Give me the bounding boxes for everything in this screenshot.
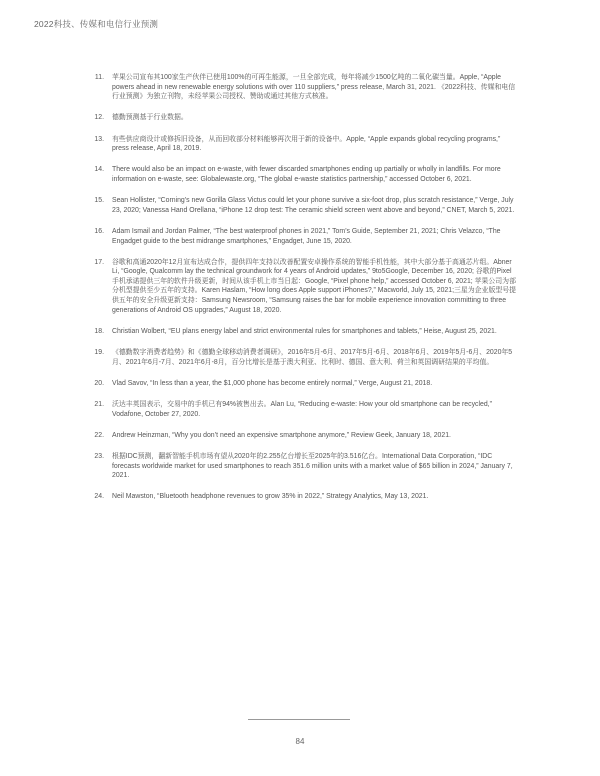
endnote-item bbox=[86, 73, 518, 102]
endnote-number: 19. bbox=[94, 349, 104, 357]
endnote-text: There would also be an impact on e-waste, with fewer discarded smartphones ending up partially or wholly in landfills. For more information on e-waste, see: Globalewaste.org, “The global e-waste statistics partnership,” accessed October 6, 2021. bbox=[112, 166, 501, 183]
endnote-number: 23. bbox=[94, 452, 104, 460]
endnote-text: 苹果公司宣布其100家生产伙伴已使用100%的可再生能源，一旦全部完成，每年将减少1500亿吨的二氧化碳当量。Apple, “Apple powers ahead in new renewable energy solutions with over 110 suppliers,” press release, March 31, 2021. 《2022科技、传媒和电信行业预测》为独立刊物，未经苹果公司授权、赞助或通过其他方式核准。 bbox=[112, 74, 516, 101]
endnote-text: Vlad Savov, “In less than a year, the $1,000 phone has become entirely normal,” Verge, August 21, 2018. bbox=[112, 379, 433, 387]
endnote-number: 14. bbox=[94, 166, 104, 174]
endnote-text: 德勤预测基于行业数据。 bbox=[112, 114, 188, 122]
endnote-number: 13. bbox=[94, 135, 104, 143]
running-header: 2022科技、传媒和电信行业预测 bbox=[34, 19, 159, 29]
endnote-item bbox=[86, 165, 518, 184]
endnote-item bbox=[86, 431, 518, 441]
footer-divider bbox=[248, 719, 350, 720]
endnote-text: 《德勤数字消费者趋势》和《德勤全球移动消费者调研》，2016年5月-6月、2017年5月-6月、2018年6月、2019年5月-6月、2020年5月、2021年6月-7月、2021年6月-8月，百分比增长是基于澳大利亚、比利时、德国、意大利、荷兰和英国调研结果的平均值。 bbox=[112, 349, 513, 366]
endnotes-list bbox=[86, 73, 518, 514]
endnote-number: 22. bbox=[94, 431, 104, 439]
endnote-number: 16. bbox=[94, 227, 104, 235]
endnote-item bbox=[86, 327, 518, 337]
endnote-number: 15. bbox=[94, 197, 104, 205]
endnote-text: 谷歌和高通2020年12月宣布达成合作，提供四年支持以改善配置安卓操作系统的智能手机性能，其中大部分基于高通芯片组。Abner Li, “Google, Qualcomm lay the technical groundwork for 4 years of Android updates,” 9to5Google, December 16, 2020; 谷歌的Pixel手机承诺提供三年的软件升级更新，时间从该手机上市当日起：Google, “Pixel phone help,” accessed October 6, 2021; 苹果公司为部分机型提供至少五年的支持。Karen Haslam, “How long does Apple support iPhones?,” Macworld, July 15, 2021;三星为企业版型号提供五年的安全升级更新支持：Samsung Newsroom, “Samsung raises the bar for mobile experience innovation committing to three generations of Android OS upgrades,” August 18, 2020. bbox=[112, 258, 517, 314]
endnote-item bbox=[86, 113, 518, 123]
endnote-number: 12. bbox=[94, 114, 104, 122]
endnote-number: 17. bbox=[94, 258, 104, 266]
endnote-item bbox=[86, 135, 518, 154]
endnote-text: 根据IDC预测，翻新智能手机市场有望从2020年的2.255亿台增长至2025年的3.516亿台。International Data Corporation, “IDC forecasts worldwide market for used smartphones to reach 351.6 million units with a market value of $65 billion in 2024,” January 7, 2021. bbox=[112, 452, 513, 480]
endnote-text: Sean Hollister, “Corning’s new Gorilla Glass Victus could let your phone survive a six-foot drop, plus scratch resistance,” Verge, July 23, 2020; Vanessa Hand Orellana, “iPhone 12 drop test: The ceramic shield screen went above and beyond,” CNET, March 5, 2021. bbox=[112, 197, 515, 214]
endnote-item bbox=[86, 492, 518, 502]
endnote-item bbox=[86, 452, 518, 481]
endnote-item bbox=[86, 379, 518, 389]
endnote-text: Andrew Heinzman, “Why you don’t need an expensive smartphone anymore,” Review Geek, January 18, 2021. bbox=[112, 431, 451, 439]
endnote-item bbox=[86, 400, 518, 419]
endnote-text: 有些供应商设计或修拆旧设备，从而回收部分材料能够再次用于新的设备中。Apple, “Apple expands global recycling programs,” press release, April 18, 2019. bbox=[112, 135, 501, 153]
endnote-number: 21. bbox=[94, 401, 104, 408]
endnote-item bbox=[86, 348, 518, 367]
endnote-number: 20. bbox=[94, 379, 104, 387]
endnote-text: Neil Mawston, “Bluetooth headphone revenues to grow 35% in 2022,” Strategy Analytics, May 13, 2021. bbox=[112, 493, 429, 501]
page-number: 84 bbox=[295, 737, 305, 746]
endnote-number: 18. bbox=[94, 327, 104, 335]
endnote-item bbox=[86, 196, 518, 215]
endnote-text: Adam Ismail and Jordan Palmer, “The best waterproof phones in 2021,” Tom’s Guide, September 21, 2021; Chris Velazco, “The Engadget guide to the best midrange smartphones,” Engadget, June 15, 2020. bbox=[112, 227, 501, 245]
endnote-number: 11. bbox=[94, 74, 104, 81]
endnote-text: 沃达丰英国表示，交易中的手机已有94%被售出去。Alan Lu, “Reducing e-waste: How your old smartphone can be recycled,” Vodafone, October 27, 2020. bbox=[112, 401, 492, 418]
endnote-number: 24. bbox=[94, 493, 104, 501]
endnote-text: Christian Wolbert, “EU plans energy label and strict environmental rules for smartphones and tablets,” Heise, August 25, 2021. bbox=[112, 327, 497, 335]
endnote-item bbox=[86, 227, 518, 246]
endnote-item bbox=[86, 258, 518, 316]
